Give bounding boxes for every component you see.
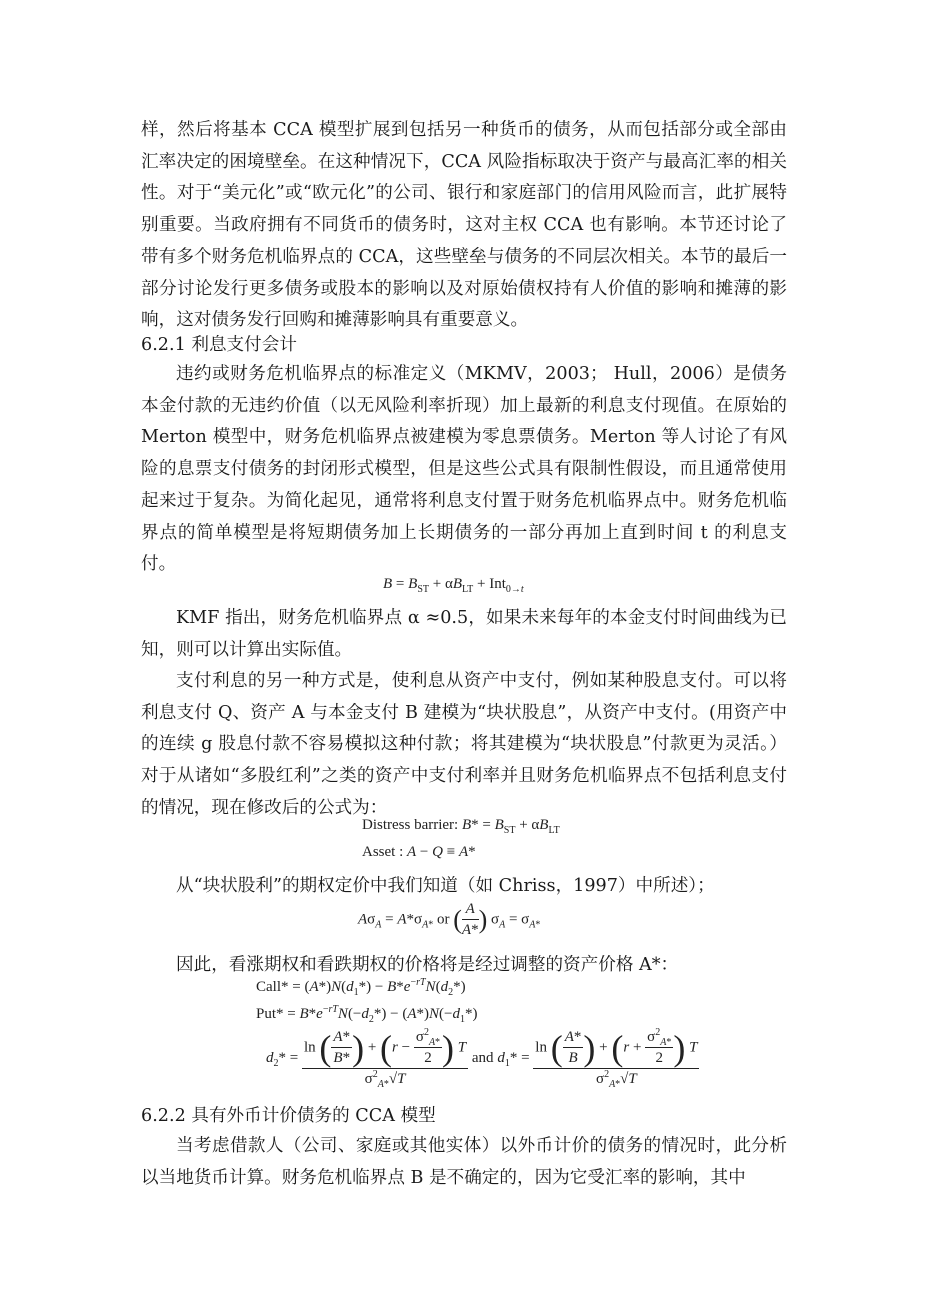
section-heading-6-2-2: 6.2.2 具有外币计价债务的 CCA 模型 [141,1106,436,1126]
paragraph-lumpy-dividend: 支付利息的另一种方式是，使利息从资产中支付，例如某种股息支付。可以将利息支付 Q、资产 A 与本金支付 B 建模为“块状股息”，从资产中支付。(用资产中的连续 g 股息付款不容易模拟这种付款；将其建模为“块状股息”付款更为灵活。）对于从诸如“多股红利”之类的资产中支付利率并且财务危机临界点不包括利息支付的情况，现在修改后的公式为： [141,671,787,818]
paragraph-kmf: KMF 指出，财务危机临界点 α ≈0.5，如果未来每年的本金支付时间曲线为已知，则可以计算出实际值。 [141,608,787,660]
formula-call: Call* = $(A*)N(d_1*) - B*e^{-rT}N(d_2*)$ [256,977,466,998]
asset-label: Asset : [362,844,404,860]
and-text: and [471,1049,494,1066]
formula-put: $Put* = B*e^{-rT}N(-d_2*) - (A*)N(-d_1*)$ [256,1004,478,1025]
paragraph-foreign-currency: 当考虑借款人（公司、家庭或其他实体）以外币计价的债务的情况时，此分析以当地货币计算。财务危机临界点 B 是不确定的，因为它受汇率的影响，其中 [141,1136,787,1188]
formula-asset: Asset : A − Q ≡ A* [362,844,476,860]
formula-modified-barrier: Distress barrier: $B* = B_{ST} + \alpha B_{LT}$ [362,817,560,836]
ln-text-d2: ln [303,1039,316,1056]
formula-volatility: $A\sigma_A = A*\sigma_{A*}$ or ( $\frac{A}{A*}$ ) $\sigma_A = \sigma_{A*}$ [358,901,541,938]
formula-distress-barrier: $B = B_{ST} + \alpha B_{LT} + Int_{0\to t}$ [383,576,524,595]
paragraph-distress-definition: 违约或财务危机临界点的标准定义（MKMV，2003； Hull，2006）是债务本金付款的无违约价值（以无风险利率折现）加上最新的利息支付现值。在原始的 Merton 模型中，财务危机临界点被建模为零息票债务。Merton 等人讨论了有风险的息票支付债务的封闭形式模型，但是这些公式具有限制性假设，而且通常使用起来过于复杂。为简化起见，通常将利息支付置于财务危机临界点中。财务危机临界点的简单模型是将短期债务加上长期债务的一部分再加上直到时间 t 的利息支付。 [141,364,787,575]
formula-d-values: $d_2*$ = ln ( $\frac{A*}{B*}$ ) + (r − $\frac{\sigma^2_{A*}}{2}$ ) T $\sigma^2_{A*}√T$ and $d_1*$ = ln ( $\frac{A*}{B}$ ) + (r + $\frac{\sigma^2_{A*}}{2}$ ) T $\sigma^2_{A*}√T$ [266,1027,698,1090]
paragraph-chriss: 从“块状股利”的期权定价中我们知道（如 Chriss，1997）中所述）； [176,876,715,896]
paragraph-intro: 样，然后将基本 CCA 模型扩展到包括另一种货币的债务，从而包括部分或全部由汇率决定的困境壁垒。在这种情况下，CCA 风险指标取决于资产与最高汇率的相关性。对于“美元化”或“欧元化”的公司、银行和家庭部门的信用风险而言，此扩展特别重要。当政府拥有不同货币的债务时，这对主权 CCA 也有影响。本节还讨论了带有多个财务危机临界点的 CCA，这些壁垒与债务的不同层次相关。本节的最后一部分讨论发行更多债务或股本的影响以及对原始债权持有人价值的影响和摊薄的影响，这对债务发行回购和摊薄影响具有重要意义。 [141,120,787,331]
paragraph-call-put-intro: 因此，看涨期权和看跌期权的价格将是经过调整的资产价格 A*： [176,955,679,975]
distress-barrier-label: Distress barrier: [362,817,459,833]
ln-text-d1: ln [535,1039,547,1056]
or-text: or [436,911,450,928]
section-heading-6-2-1: 6.2.1 利息支付会计 [141,335,297,355]
